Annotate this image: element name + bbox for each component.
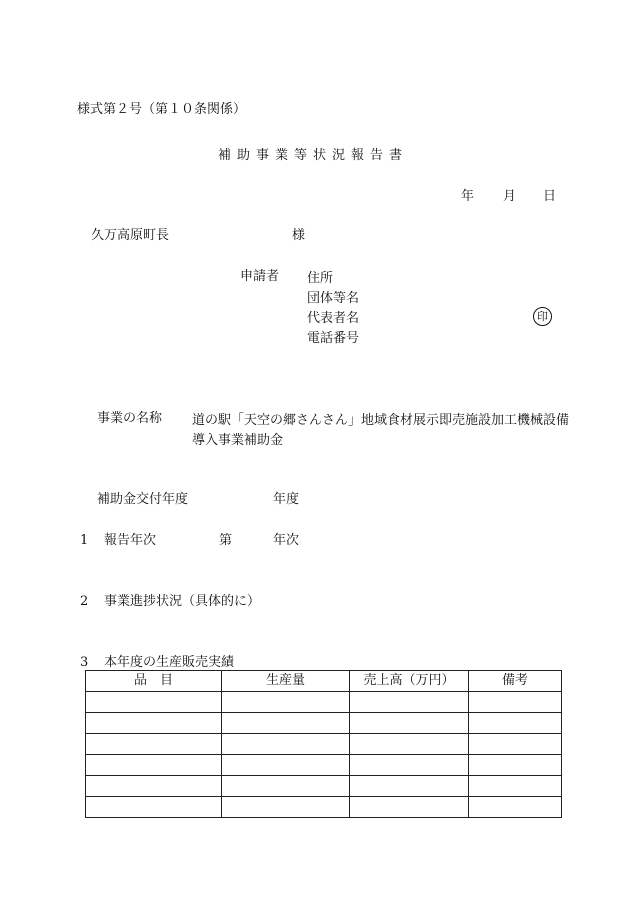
- table-cell[interactable]: [222, 797, 350, 818]
- table-cell[interactable]: [222, 755, 350, 776]
- table-cell[interactable]: [350, 776, 469, 797]
- seal-mark: 印: [533, 307, 552, 326]
- table-row: [86, 692, 562, 713]
- section2-label: 事業進捗状況（具体的に）: [104, 594, 261, 609]
- table-cell[interactable]: [222, 734, 350, 755]
- applicant-label: 申請者: [240, 269, 280, 284]
- section2-number: 2: [80, 594, 89, 609]
- table-cell[interactable]: [222, 713, 350, 734]
- table-cell[interactable]: [86, 713, 222, 734]
- table-cell[interactable]: [350, 797, 469, 818]
- date-year-label: 年: [461, 189, 475, 204]
- section3-label: 本年度の生産販売実績: [104, 655, 235, 670]
- table-cell[interactable]: [222, 776, 350, 797]
- applicant-phone-label: 電話番号: [307, 331, 360, 346]
- column-header-sales: 売上高（万円）: [350, 671, 469, 692]
- applicant-representative-label: 代表者名: [307, 311, 360, 326]
- applicant-fields: [307, 269, 359, 349]
- table-cell[interactable]: [469, 797, 562, 818]
- table-cell[interactable]: [350, 692, 469, 713]
- applicant-organization-label: 団体等名: [307, 291, 360, 306]
- section1-unit: 年次: [273, 533, 300, 548]
- table-row: [86, 713, 562, 734]
- column-header-quantity: 生産量: [222, 671, 350, 692]
- section1-label: 報告年次: [104, 533, 157, 548]
- date-month-label: 月: [503, 189, 517, 204]
- table-header-row: [86, 671, 562, 692]
- table-cell[interactable]: [86, 776, 222, 797]
- applicant-address-label: 住所: [307, 271, 334, 286]
- table-cell[interactable]: [86, 797, 222, 818]
- table-cell[interactable]: [86, 755, 222, 776]
- table-cell[interactable]: [350, 734, 469, 755]
- table-cell[interactable]: [350, 755, 469, 776]
- section1-number: 1: [80, 533, 89, 548]
- project-name-value: 道の駅「天空の郷さんさん」地域食材展示即売施設加工機械設備導入事業補助金: [192, 413, 570, 448]
- fiscal-year-unit: 年度: [273, 492, 300, 507]
- column-header-item: 品 目: [86, 671, 222, 692]
- recipient-honorific: 様: [292, 228, 306, 243]
- page-title: 補助事業等状況報告書: [218, 148, 409, 163]
- recipient-name: 久万高原町長: [91, 228, 170, 243]
- table-cell[interactable]: [469, 692, 562, 713]
- table-cell[interactable]: [469, 776, 562, 797]
- table-row: [86, 734, 562, 755]
- fiscal-year-label: 補助金交付年度: [97, 492, 189, 507]
- section1-prefix: 第: [219, 533, 233, 548]
- sales-table: [85, 670, 562, 818]
- table-cell[interactable]: [86, 692, 222, 713]
- table-cell[interactable]: [86, 734, 222, 755]
- table-cell[interactable]: [469, 755, 562, 776]
- date-day-label: 日: [543, 189, 557, 204]
- project-name-label: 事業の名称: [97, 411, 163, 426]
- table-row: [86, 797, 562, 818]
- table-row: [86, 755, 562, 776]
- table-row: [86, 776, 562, 797]
- table-cell[interactable]: [469, 734, 562, 755]
- column-header-remarks: 備考: [469, 671, 562, 692]
- section3-number: 3: [80, 655, 89, 670]
- form-number: 様式第２号（第１０条関係）: [77, 102, 247, 117]
- table-cell[interactable]: [350, 713, 469, 734]
- table-cell[interactable]: [469, 713, 562, 734]
- table-cell[interactable]: [222, 692, 350, 713]
